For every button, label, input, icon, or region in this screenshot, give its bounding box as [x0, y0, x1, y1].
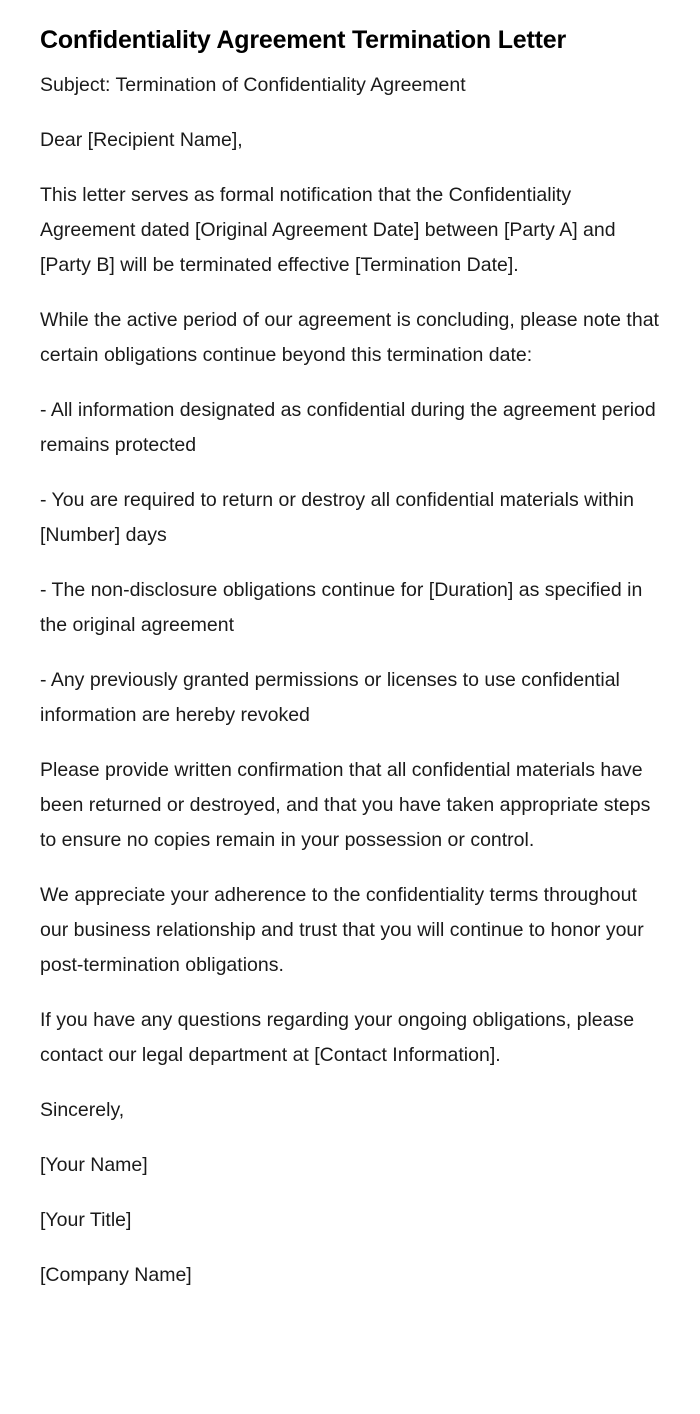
- subject-line: Subject: Termination of Confidentiality Agreement: [40, 74, 466, 96]
- contact-paragraph: If you have any questions regarding your ongoing obligations, please contact our legal department at [Contact Information].: [40, 1009, 635, 1066]
- signature-company: [Company Name]: [40, 1264, 192, 1286]
- appreciation-paragraph: We appreciate your adherence to the confidentiality terms throughout our business relationship and trust that you will continue to honor your post-termination obligations.: [40, 884, 644, 976]
- confirmation-request-paragraph: Please provide written confirmation that all confidential materials have been returned or destroyed, and that you have taken appropriate steps to ensure no copies remain in your possession or control.: [40, 759, 651, 851]
- salutation: Dear [Recipient Name],: [40, 129, 243, 151]
- obligation-item: - Any previously granted permissions or licenses to use confidential information are hereby revoked: [40, 669, 620, 726]
- obligation-item: - You are required to return or destroy all confidential materials within [Number] days: [40, 489, 634, 546]
- document-title: Confidentiality Agreement Termination Letter: [40, 26, 566, 54]
- signature-title: [Your Title]: [40, 1209, 132, 1231]
- intro-paragraph: This letter serves as formal notification that the Confidentiality Agreement dated [Original Agreement Date] between [Party A] and [Party B] will be terminated effective [Termination Date].: [40, 184, 616, 276]
- obligation-item: - All information designated as confidential during the agreement period remains protected: [40, 399, 656, 456]
- obligations-intro-paragraph: While the active period of our agreement is concluding, please note that certain obligations continue beyond this termination date:: [40, 309, 659, 366]
- closing: Sincerely,: [40, 1099, 125, 1121]
- obligation-item: - The non-disclosure obligations continue for [Duration] as specified in the original agreement: [40, 579, 643, 636]
- signature-name: [Your Name]: [40, 1154, 148, 1176]
